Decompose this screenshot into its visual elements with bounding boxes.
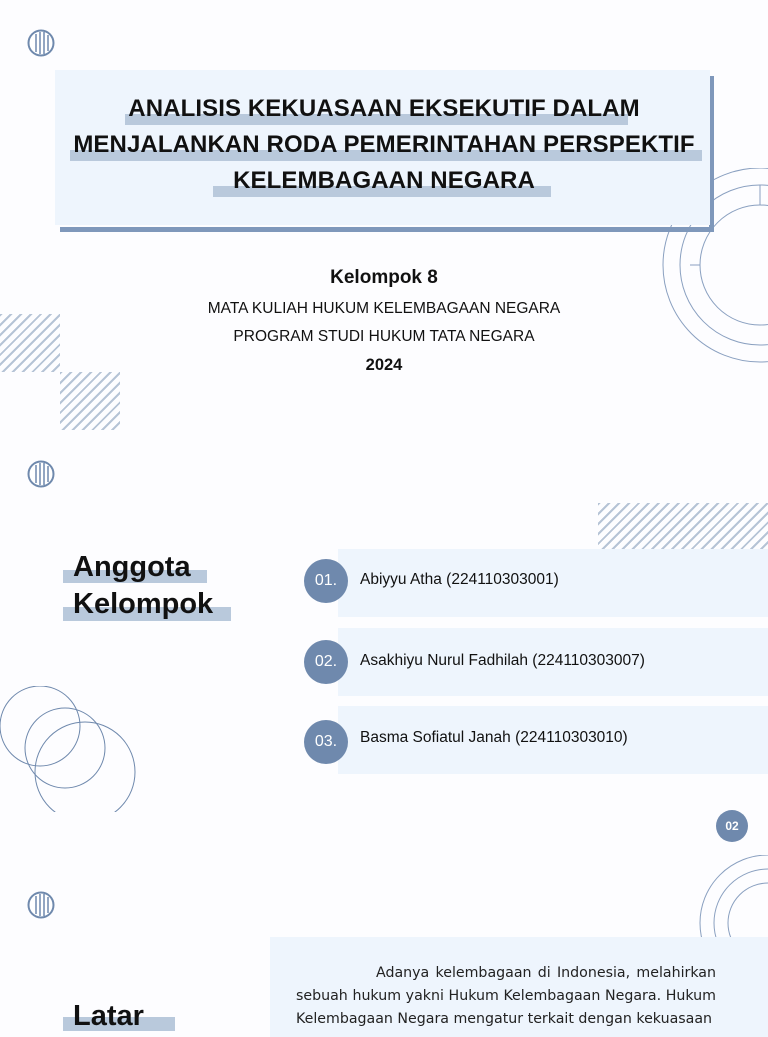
title-line: KELEMBAGAAN NEGARA xyxy=(233,167,535,194)
member-name: Asakhiyu Nurul Fadhilah (224110303007) xyxy=(360,652,645,669)
page-number-badge: 02 xyxy=(716,810,748,842)
background-paragraph: Adanya kelembagaan di Indonesia, melahirkan sebuah hukum yakni Hukum Kelembagaan Negara. Hukum Kelembagaan Negara mengatur terkait dengan kekuasaan xyxy=(296,965,716,1027)
member-number: 01. xyxy=(304,559,348,603)
striped-circle-icon xyxy=(27,29,55,57)
background-heading: Latar xyxy=(73,1000,144,1032)
program-name: PROGRAM STUDI HUKUM TATA NEGARA xyxy=(233,328,535,345)
year: 2024 xyxy=(365,356,403,374)
member-name: Basma Sofiatul Janah (224110303010) xyxy=(360,729,628,746)
title-line: MENJALANKAN RODA PEMERINTAHAN PERSPEKTIF xyxy=(73,131,695,158)
member-name: Abiyyu Atha (224110303001) xyxy=(360,571,559,588)
member-number: 02. xyxy=(304,640,348,684)
course-name: MATA KULIAH HUKUM KELEMBAGAAN NEGARA xyxy=(207,300,561,317)
title-line: ANALISIS KEKUASAAN EKSEKUTIF DALAM xyxy=(128,95,640,122)
members-heading: Anggota Kelompok xyxy=(73,551,214,620)
striped-block-decoration xyxy=(60,372,120,430)
striped-circle-icon xyxy=(27,891,55,919)
overlapping-circles-decoration xyxy=(0,686,138,812)
group-name: Kelompok 8 xyxy=(330,267,438,288)
striped-circle-icon xyxy=(27,460,55,488)
member-number: 03. xyxy=(304,720,348,764)
striped-block-decoration xyxy=(0,314,60,372)
title-frame-shadow xyxy=(60,227,714,232)
